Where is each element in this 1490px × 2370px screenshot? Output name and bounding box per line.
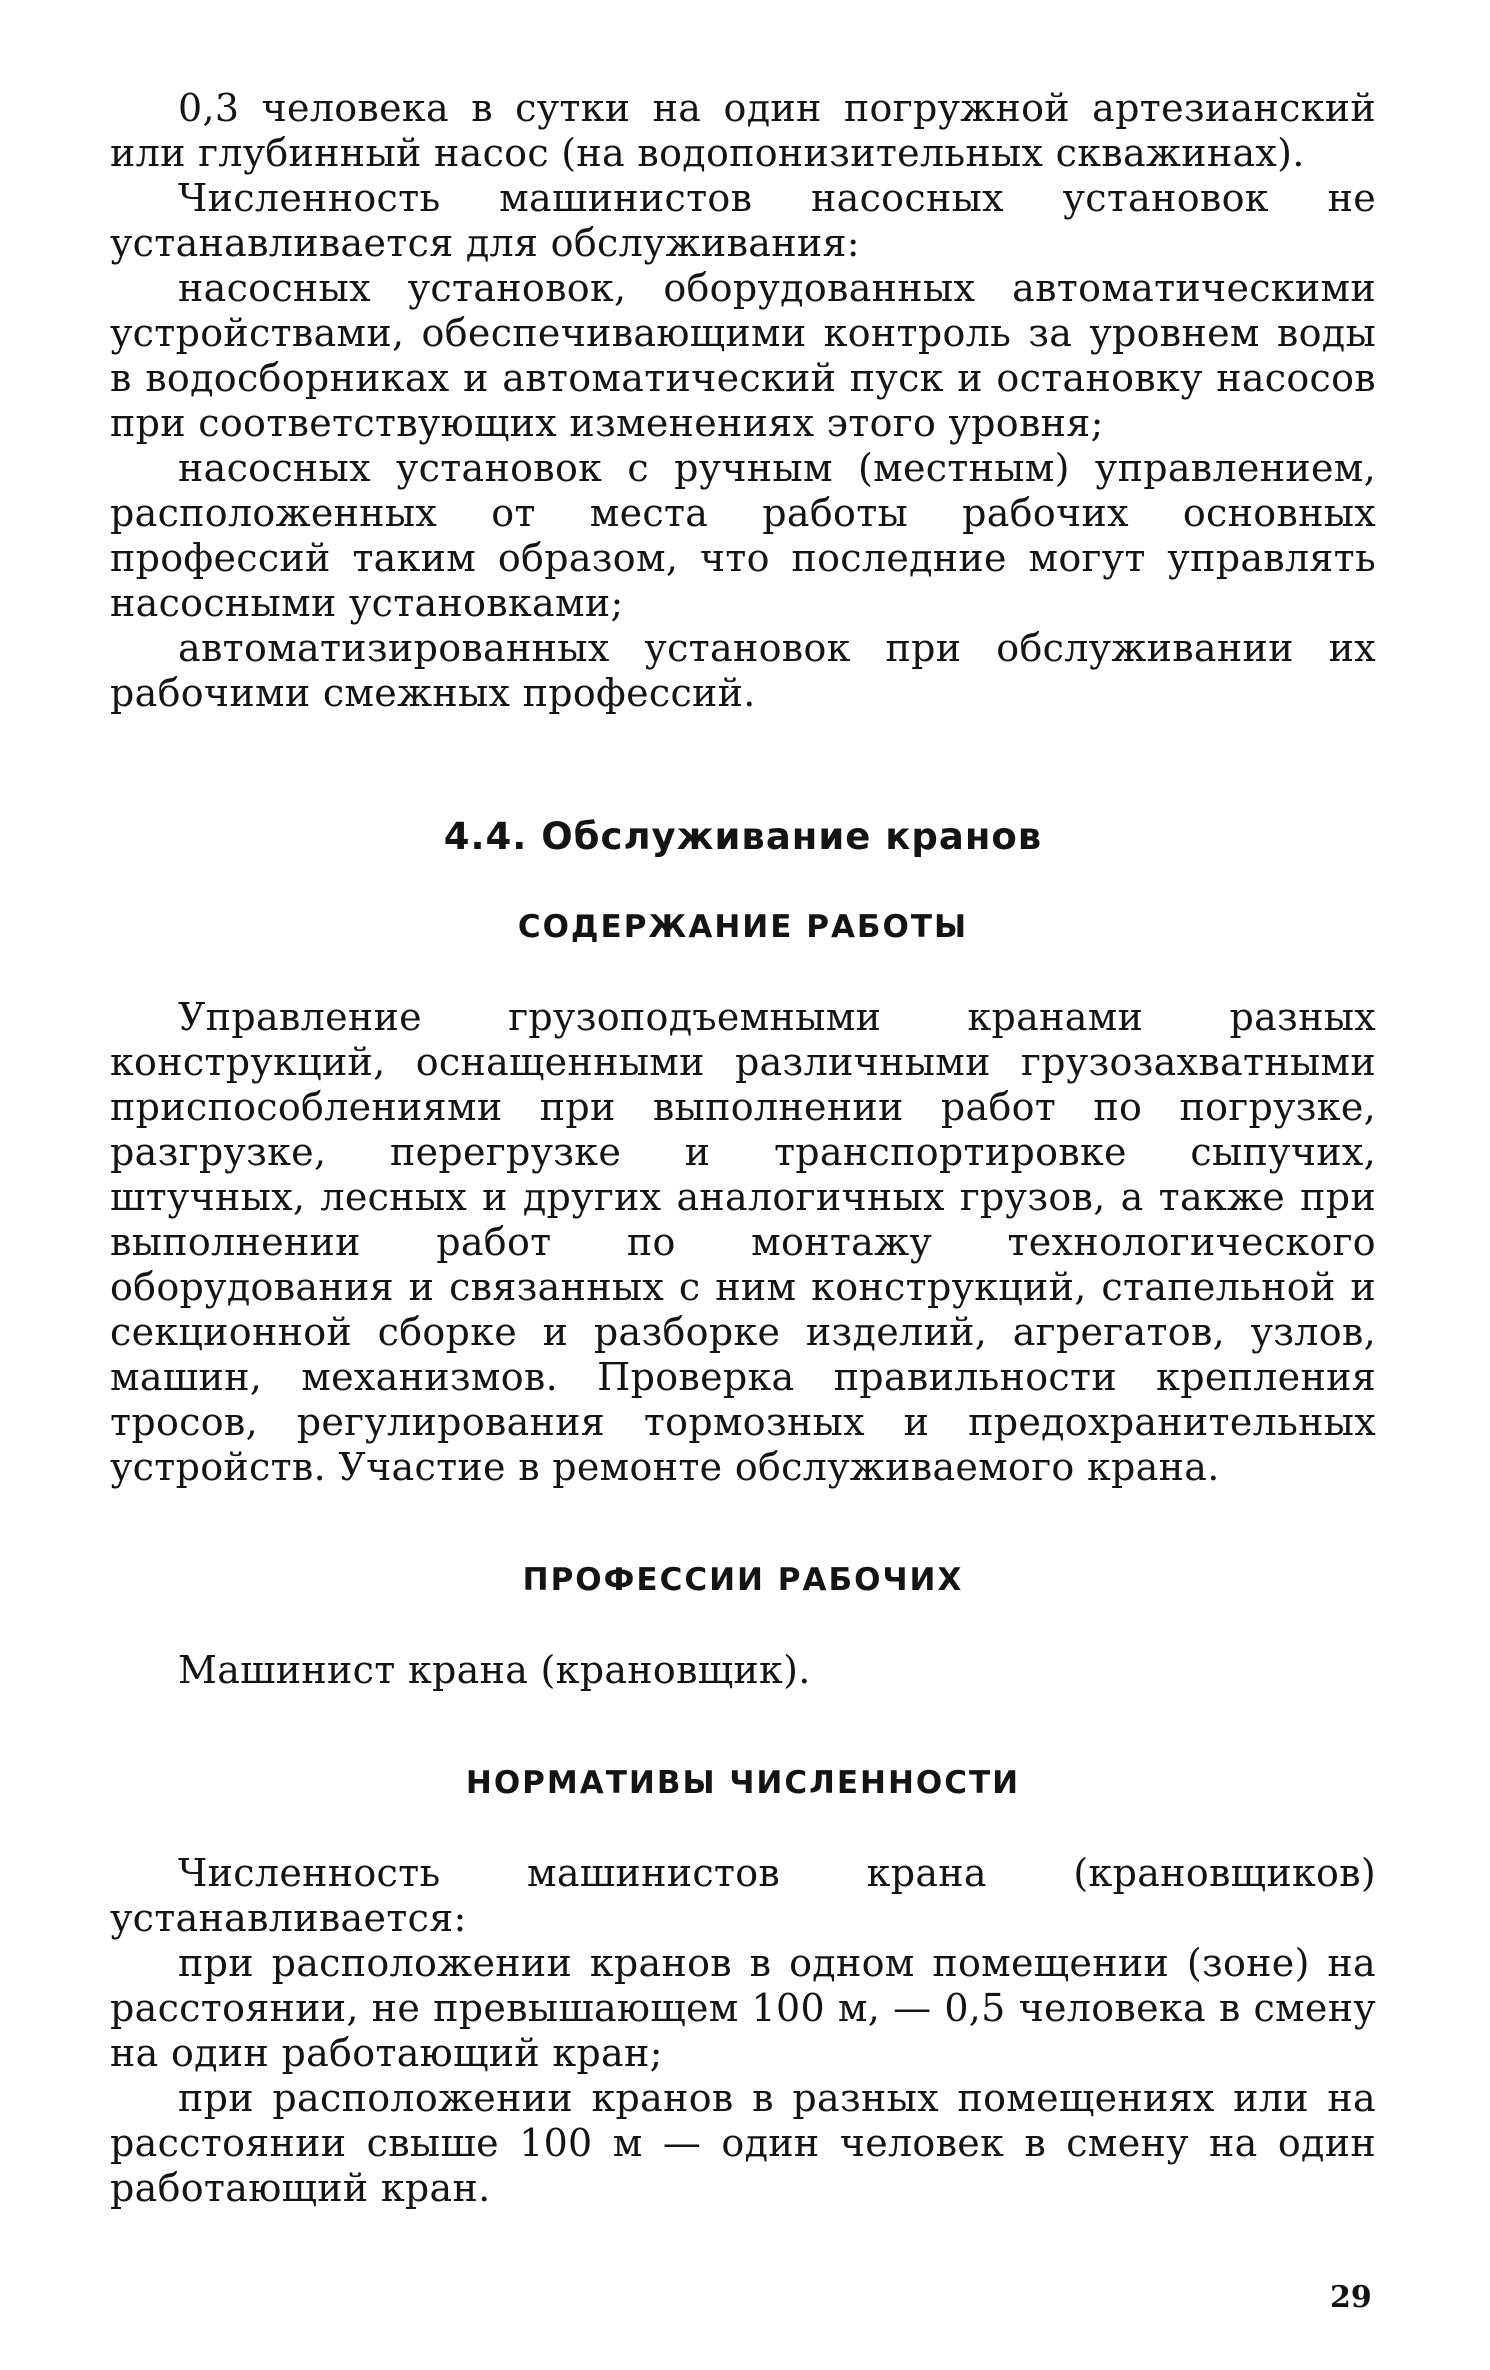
- work-content-text: Управление грузоподъемными кранами разных конструкций, оснащенными различными грузозахватными приспособлениями при выполнении работ по погрузке, разгрузке, перегрузке и транспортировке сыпучих, штучных, лесных и других аналогичных грузов, а также при выполнении работ по монтажу технологического оборудования и связанных с ним конструкций, стапельной и секционной сборке и разборке изделий, агрегатов, узлов, машин, механизмов. Проверка правильности крепления тросов, регулирования тормозных и предохранительных устройств. Участие в ремонте обслуживаемого крана.: [110, 995, 1376, 1489]
- paragraph: насосных установок с ручным (местным) управлением, расположенных от места работы рабочих основных профессий таким образом, что последние могут управлять насосными установками;: [110, 446, 1376, 625]
- top-text-block: [110, 86, 1376, 716]
- section-title: 4.4. Обслуживание кранов: [443, 815, 1043, 858]
- page-content: [110, 86, 1376, 2211]
- norms-heading: НОРМАТИВЫ ЧИСЛЕННОСТИ: [465, 1765, 1021, 1801]
- work-content-heading: СОДЕРЖАНИЕ РАБОТЫ: [517, 909, 969, 945]
- professions-heading: ПРОФЕССИИ РАБОЧИХ: [522, 1562, 964, 1598]
- paragraph: при расположении кранов в разных помещениях или на расстоянии свыше 100 м — один человек в смену на один работающий кран.: [110, 2076, 1376, 2210]
- paragraph: при расположении кранов в одном помещении (зоне) на расстоянии, не превышающем 100 м, — 0,5 человека в смену на один работающий кран;: [110, 1941, 1376, 2075]
- paragraph: автоматизированных установок при обслуживании их рабочими смежных профессий.: [110, 626, 1376, 715]
- page-number: 29: [1330, 2280, 1372, 2315]
- paragraph: насосных установок, оборудованных автоматическими устройствами, обеспечивающими контроль за уровнем воды в водосборниках и автоматический пуск и остановку насосов при соответствующих изменениях этого уровня;: [110, 266, 1376, 445]
- professions-text: Машинист крана (крановщик).: [178, 1648, 811, 1692]
- paragraph: 0,3 человека в сутки на один погружной артезианский или глубинный насос (на водопонизительных скважинах).: [110, 86, 1376, 175]
- paragraph: Численность машинистов крана (крановщиков) устанавливается:: [110, 1851, 1376, 1940]
- paragraph: Численность машинистов насосных установок не устанавливается для обслуживания:: [110, 176, 1376, 265]
